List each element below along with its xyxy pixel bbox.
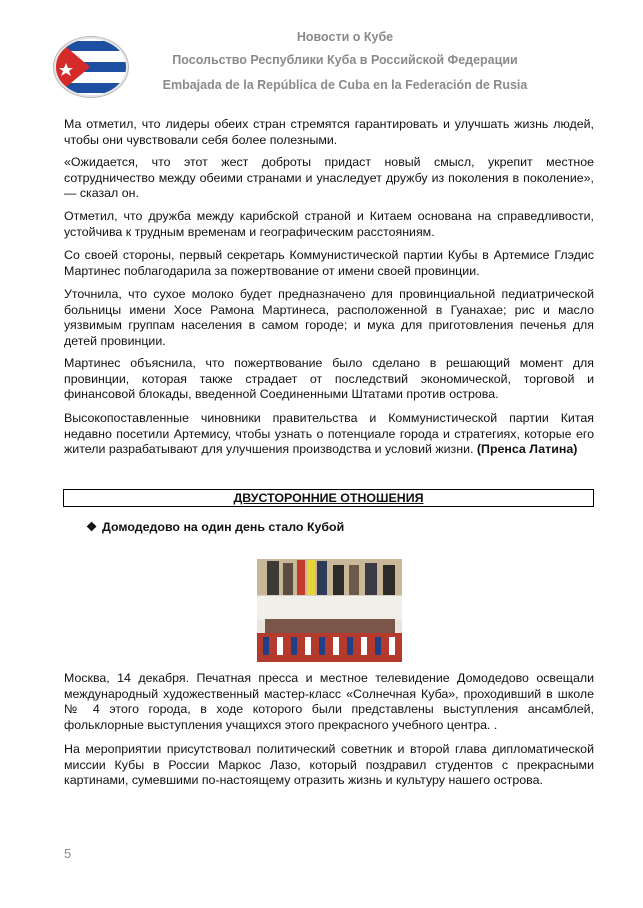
paragraph [64, 117, 594, 148]
paragraph-text: «Ожидается, что этот жест доброты придаст новый смысл, укрепит местное сотрудничество между обеими странами и унаследует дружбу из поколения в поколение», — сказал он. [64, 155, 594, 200]
cuba-flag-logo-icon [52, 35, 130, 99]
paragraph [64, 671, 594, 733]
event-photo-collage [257, 559, 402, 662]
paragraph-text: Москва, 14 декабря. Печатная пресса и местное телевидение Домодедово освещали международный художественный мастер-класс «Солнечная Куба», проходивший в школе № 4 этого города, в ходе которого были представлены выступления ансамблей, фольклорные выступления учащихся этого прекрасного учебного центра. . [64, 671, 594, 732]
paragraph [64, 287, 594, 349]
paragraph-text: Ма отметил, что лидеры обеих стран стремятся гарантировать и улучшать жизнь людей, чтобы они чувствовали себя более полезными. [64, 117, 594, 147]
article-headline [86, 520, 344, 535]
paragraph-text: На мероприятии присутствовал политический советник и второй глава дипломатической миссии Кубы в России Маркос Лазо, который поздравил студентов с прекрасными картинами, сумевшими по-настоящему отразить жизнь и культуру нашего острова. [64, 742, 594, 787]
paragraph [64, 411, 594, 458]
page-number: 5 [64, 846, 72, 861]
headline-text: Домодедово на один день стало Кубой [102, 520, 345, 534]
paragraph [64, 209, 594, 240]
paragraph [64, 742, 594, 789]
newsletter-title: Новости о Кубе [296, 30, 394, 44]
paragraph [64, 155, 594, 202]
paragraph [64, 356, 594, 403]
news-source: (Пренса Латина) [476, 442, 578, 456]
paragraph-text: Мартинес объяснила, что пожертвование было сделано в решающий момент для провинции, которая также страдает от последствий экономической, торговой и финансовой блокады, введенной Соединенными Штатами против острова. [64, 356, 594, 401]
embassy-name-ru: Посольство Республики Куба в Российской Федерации [172, 53, 518, 67]
paragraph-text: Высокопоставленные чиновники правительства и Коммунистической партии Китая недавно посетили Артемису, чтобы узнать о потенциале города и стратегиях, которые его жители разрабатывают для улучшения производства и условий жизни. [64, 411, 594, 456]
paragraph-text: Отметил, что дружба между карибской страной и Китаем основана на справедливости, устойчива к трудным временам и географическим расстояниям. [64, 209, 594, 239]
embassy-name-es: Embajada de la República de Cuba en la Federación de Rusia [162, 78, 528, 92]
paragraph-text: Со своей стороны, первый секретарь Коммунистической партии Кубы в Артемисе Глэдис Мартинес поблагодарила за пожертвование от имени своей провинции. [64, 248, 594, 278]
paragraph [64, 248, 594, 279]
page-header [0, 0, 643, 110]
diamond-bullet-icon: ❖ [86, 520, 98, 534]
paragraph-text: Уточнила, что сухое молоко будет предназначено для провинциальной педиатрической больницы имени Хосе Рамона Мартинеса, расположенной в Гуанахае; рис и масло уязвимым группам населения в самом городе; и мука для приготовления печенья для детей провинции. [64, 287, 594, 348]
section-heading: ДВУСТОРОННИЕ ОТНОШЕНИЯ [63, 489, 594, 507]
